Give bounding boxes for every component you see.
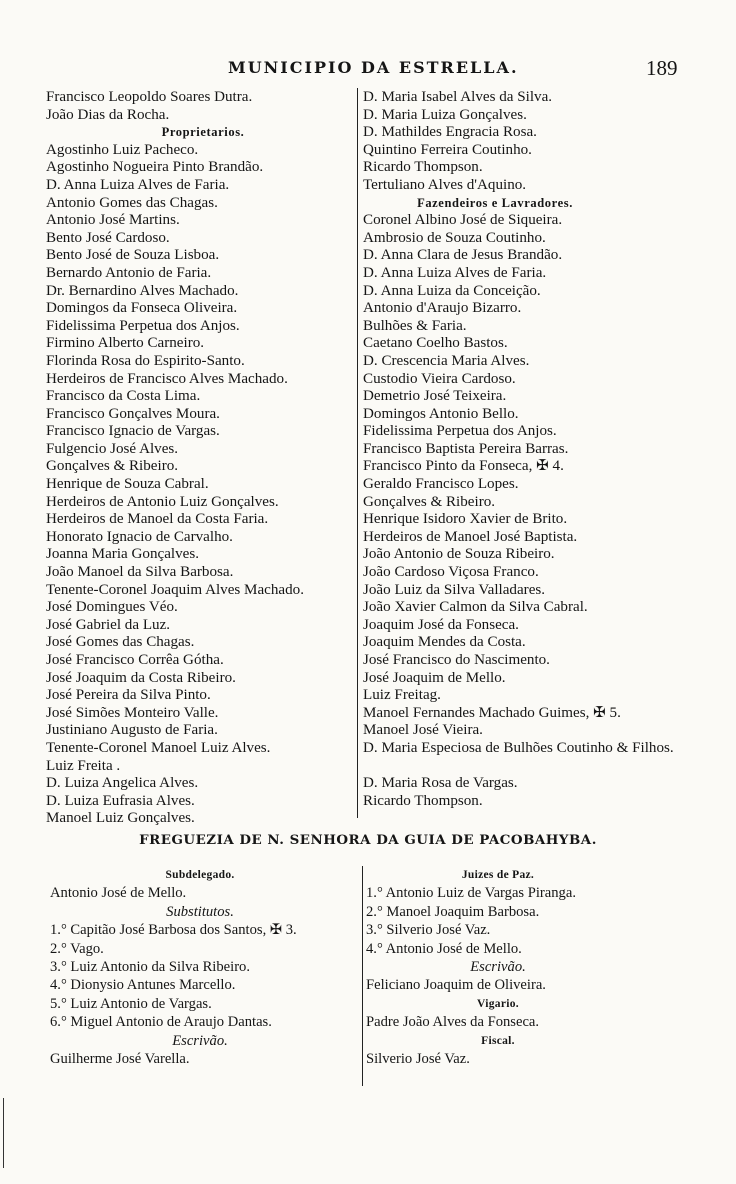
list-item: João Xavier Calmon da Silva Cabral.	[363, 599, 588, 616]
list-item: Feliciano Joaquim de Oliveira.	[366, 977, 546, 994]
list-item: João Manoel da Silva Barbosa.	[46, 564, 234, 581]
page-title: MUNICIPIO DA ESTRELLA.	[228, 58, 519, 77]
list-item: José Gomes das Chagas.	[46, 634, 195, 651]
column-divider-lower	[362, 866, 363, 1086]
list-item: Tenente-Coronel Joaquim Alves Machado.	[46, 581, 304, 598]
list-item: D. Crescencia Maria Alves.	[363, 352, 530, 369]
list-item: 5.° Luiz Antonio de Vargas.	[50, 995, 212, 1012]
list-item: João Luiz da Silva Valladares.	[363, 581, 546, 598]
section-heading-fazendeiros	[363, 195, 708, 213]
list-item: Bento José de Souza Lisboa.	[46, 247, 220, 264]
list-item: Firmino Alberto Carneiro.	[46, 335, 205, 352]
list-item: Ambrosio de Souza Coutinho.	[363, 229, 546, 246]
list-item: Honorato Ignacio de Carvalho.	[46, 528, 233, 545]
page-number: 189	[646, 56, 678, 80]
list-item: D. Mathildes Engracia Rosa.	[363, 124, 537, 141]
list-item: Tenente-Coronel Manoel Luiz Alves.	[46, 739, 271, 756]
list-item: Antonio José de Mello.	[50, 885, 187, 902]
list-item: José Francisco Corrêa Gótha.	[46, 652, 224, 668]
list-item: Demetrio José Teixeira.	[363, 388, 507, 405]
list-item: Coronel Albino José de Siqueira.	[363, 212, 563, 229]
list-item: D. Luiza Angelica Alves.	[46, 775, 199, 792]
list-item: 4.° Dionysio Antunes Marcello.	[50, 977, 236, 994]
role-heading: Escrivão.	[172, 1032, 228, 1049]
list-item: Ricardo Thompson.	[363, 792, 483, 809]
parish-left-column	[50, 866, 350, 1068]
margin-rule	[3, 1098, 4, 1168]
list-item: Agostinho Luiz Pacheco.	[46, 141, 199, 158]
list-item: D. Anna Luiza Alves de Faria.	[46, 176, 230, 193]
left-column	[46, 89, 360, 828]
section-heading-proprietarios	[46, 124, 360, 142]
list-item: Luiz Freitag.	[363, 687, 441, 704]
list-item: Bernardo Antonio de Faria.	[46, 264, 212, 281]
list-item: Herdeiros de Francisco Alves Machado.	[46, 370, 288, 387]
list-item: José Joaquim da Costa Ribeiro.	[46, 669, 236, 686]
list-item: Geraldo Francisco Lopes.	[363, 476, 519, 493]
role-heading: Juizes de Paz.	[461, 869, 535, 881]
list-item: D. Anna Clara de Jesus Brandão.	[363, 247, 563, 264]
list-item: D. Maria Isabel Alves da Silva.	[363, 89, 553, 105]
list-item: Antonio José Martins.	[46, 212, 180, 229]
list-item: Domingos da Fonseca Oliveira.	[46, 300, 238, 317]
list-item: Francisco da Costa Lima.	[46, 388, 201, 405]
list-item: Francisco Gonçalves Moura.	[46, 405, 220, 422]
list-item: Francisco Baptista Pereira Barras.	[363, 440, 569, 457]
role-heading: Escrivão.	[470, 958, 526, 975]
list-item: Quintino Ferreira Coutinho.	[363, 141, 532, 158]
role-heading: Fiscal.	[481, 1034, 515, 1047]
list-item: Bulhões & Faria.	[363, 317, 467, 334]
list-item: 3.° Luiz Antonio da Silva Ribeiro.	[50, 958, 250, 975]
list-item: Justiniano Augusto de Faria.	[46, 722, 218, 739]
list-item: Herdeiros de Manoel José Baptista.	[363, 528, 578, 545]
list-item: 2.° Vago.	[50, 940, 104, 957]
list-item: Manoel Fernandes Machado Guimes, ✠ 5.	[363, 704, 621, 721]
parish-title: FREGUEZIA DE N. SENHORA DA GUIA DE PACOBAHYBA.	[139, 832, 597, 848]
list-item: José Domingues Véo.	[46, 599, 178, 616]
list-item: D. Maria Luiza Gonçalves.	[363, 106, 527, 123]
list-item: Silverio José Vaz.	[366, 1050, 470, 1067]
list-item: Francisco Ignacio de Vargas.	[46, 423, 220, 440]
list-item: 1.° Capitão José Barbosa dos Santos, ✠ 3.	[50, 922, 297, 939]
list-item: Manoel Luiz Gonçalves.	[46, 810, 195, 827]
list-item: Herdeiros de Antonio Luiz Gonçalves.	[46, 493, 279, 510]
list-item: Joaquim José da Fonseca.	[363, 616, 519, 633]
list-item: Florinda Rosa do Espirito-Santo.	[46, 352, 245, 369]
list-item: João Cardoso Viçosa Franco.	[363, 564, 539, 581]
list-item: Gonçalves & Ribeiro.	[46, 458, 179, 475]
list-item: D. Anna Luiza da Conceição.	[363, 282, 541, 299]
list-item: José Joaquim de Mello.	[363, 669, 506, 686]
list-item: Bento José Cardoso.	[46, 229, 170, 246]
list-item: 2.° Manoel Joaquim Barbosa.	[366, 903, 540, 920]
list-item: Dr. Bernardino Alves Machado.	[46, 282, 239, 299]
role-heading: Vigario.	[477, 997, 519, 1010]
list-item: D. Maria Especiosa de Bulhões Coutinho & Filhos.	[363, 739, 674, 756]
list-item: Antonio d'Araujo Bizarro.	[363, 300, 522, 317]
list-item: Herdeiros de Manoel da Costa Faria.	[46, 511, 269, 528]
list-item: Joanna Maria Gonçalves.	[46, 546, 199, 563]
list-item: Guilherme José Varella.	[50, 1050, 190, 1067]
list-item: 4.° Antonio José de Mello.	[366, 940, 522, 957]
list-item: Domingos Antonio Bello.	[363, 405, 519, 422]
list-item: Francisco Pinto da Fonseca, ✠ 4.	[363, 458, 564, 475]
list-item: João Dias da Rocha.	[46, 106, 170, 123]
list-item: 6.° Miguel Antonio de Araujo Dantas.	[50, 1014, 272, 1031]
list-item: Francisco Leopoldo Soares Dutra.	[46, 89, 253, 105]
list-item: Gonçalves & Ribeiro.	[363, 493, 496, 510]
list-item: Caetano Coelho Bastos.	[363, 335, 508, 352]
list-item: José Gabriel da Luz.	[46, 616, 171, 633]
list-item: José Simões Monteiro Valle.	[46, 704, 219, 721]
list-item: João Antonio de Souza Ribeiro.	[363, 546, 555, 563]
page-header	[0, 56, 736, 84]
section-heading-label: Proprietarios.	[161, 125, 245, 140]
list-item: Custodio Vieira Cardoso.	[363, 370, 516, 387]
list-item: 1.° Antonio Luiz de Vargas Piranga.	[366, 885, 576, 902]
list-item: Fidelissima Perpetua dos Anjos.	[363, 423, 557, 440]
role-heading: Substitutos.	[166, 903, 234, 920]
list-item: José Francisco do Nascimento.	[363, 652, 550, 668]
list-item: José Pereira da Silva Pinto.	[46, 687, 211, 704]
list-item: D. Luiza Eufrasia Alves.	[46, 792, 195, 809]
list-item: Tertuliano Alves d'Aquino.	[363, 176, 527, 193]
role-heading: Subdelegado.	[165, 869, 235, 881]
list-item: Henrique Isidoro Xavier de Brito.	[363, 511, 568, 528]
section-heading-label: Fazendeiros e Lavradores.	[417, 195, 573, 210]
list-item: Manoel José Vieira.	[363, 722, 483, 739]
list-item: Padre João Alves da Fonseca.	[366, 1014, 540, 1031]
list-item: Joaquim Mendes da Costa.	[363, 634, 526, 651]
list-item: Henrique de Souza Cabral.	[46, 476, 209, 493]
list-item: D. Maria Rosa de Vargas.	[363, 775, 518, 792]
list-item: Fidelissima Perpetua dos Anjos.	[46, 317, 240, 334]
list-item: Antonio Gomes das Chagas.	[46, 194, 218, 211]
list-item: Luiz Freita .	[46, 757, 121, 774]
list-item: Ricardo Thompson.	[363, 159, 483, 176]
list-item: D. Anna Luiza Alves de Faria.	[363, 264, 547, 281]
right-column	[363, 89, 708, 810]
list-item: Agostinho Nogueira Pinto Brandão.	[46, 159, 264, 176]
list-item: 3.° Silverio José Vaz.	[366, 922, 491, 939]
list-item: Fulgencio José Alves.	[46, 440, 179, 457]
parish-right-column	[366, 866, 630, 1068]
